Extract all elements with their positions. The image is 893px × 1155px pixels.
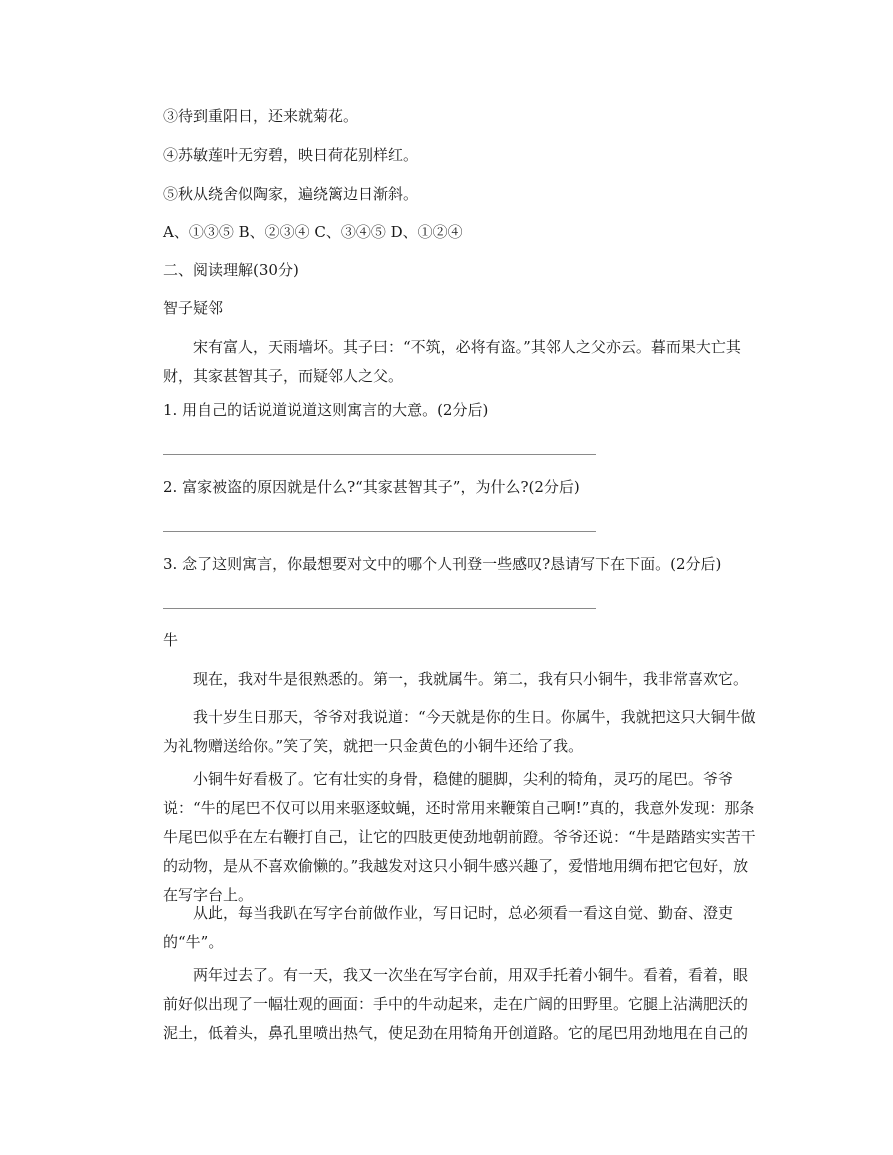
question-2: 2. 富家被盗的原因就是什么?“其家甚智其子”，为什么?(2分后)	[163, 478, 580, 496]
option-item-3: ③待到重阳日，还来就菊花。	[163, 107, 359, 125]
option-item-5: ⑤秋从绕舍似陶家，遍绕篱边日渐斜。	[163, 185, 419, 203]
story-text: 宋有富人，天雨墙坏。其子曰：“不筑，必将有盗。”其邻人之父亦云。暮而果大亡其财，其家甚智其子，而疑邻人之父。	[163, 338, 741, 385]
story-paragraph: 两年过去了。有一天，我又一次坐在写字台前，用双手托着小铜牛。看着，看着，眼前好似出现了一幅壮观的画面：手中的牛动起来，走在广阔的田野里。它腿上沾满肥沃的泥土，低着头，鼻孔里喷出热气，使足劲在用犄角开创道路。它的尾巴用劲地甩在自己的	[163, 966, 749, 1042]
section-heading: 二、阅读理解(30分)	[163, 261, 299, 279]
answer-line-1	[163, 454, 596, 455]
question-1: 1. 用自己的话说道说道这则寓言的大意。(2分后)	[163, 401, 489, 419]
answer-choices: A、①③⑤ B、②③④ C、③④⑤ D、①②④	[163, 223, 463, 241]
story-title: 智子疑邻	[163, 299, 224, 317]
question-3: 3. 念了这则寓言，你最想要对文中的哪个人刊登一些感叹?恳请写下在下面。(2分后)	[163, 555, 722, 573]
story-paragraph: 从此，每当我趴在写字台前做作业，写日记时，总必须看一看这自觉、勤奋、澄吏的“牛”。	[163, 904, 734, 951]
story-paragraph: 现在，我对牛是很熟悉的。第一，我就属牛。第二，我有只小铜牛，我非常喜欢它。	[193, 670, 749, 688]
option-item-4: ④苏敏莲叶无穷碧，映日荷花别样红。	[163, 146, 419, 164]
story-paragraph: 小铜牛好看极了。它有壮实的身骨，稳健的腿脚，尖利的犄角，灵巧的尾巴。爷爷说：“牛的尾巴不仅可以用来驱逐蚊蝇，还时常用来鞭策自己啊!”真的，我意外发现：那条牛尾巴似乎在左右鞭打自己，让它的四肢更使劲地朝前蹬。爷爷还说：“牛是踏踏实实苦干的动物，是从不喜欢偷懒的。”我越发对这只小铜牛感兴趣了，爱惜地用绸布把它包好，放在写字台上。	[163, 770, 756, 904]
story-paragraph: 我十岁生日那天，爷爷对我说道：“今天就是你的生日。你属牛，我就把这只大铜牛做为礼物赠送给你。”笑了笑，就把一只金黄色的小铜牛还给了我。	[163, 708, 756, 755]
answer-line-3	[163, 608, 596, 609]
answer-line-2	[163, 531, 596, 532]
story-title: 牛	[163, 631, 179, 649]
